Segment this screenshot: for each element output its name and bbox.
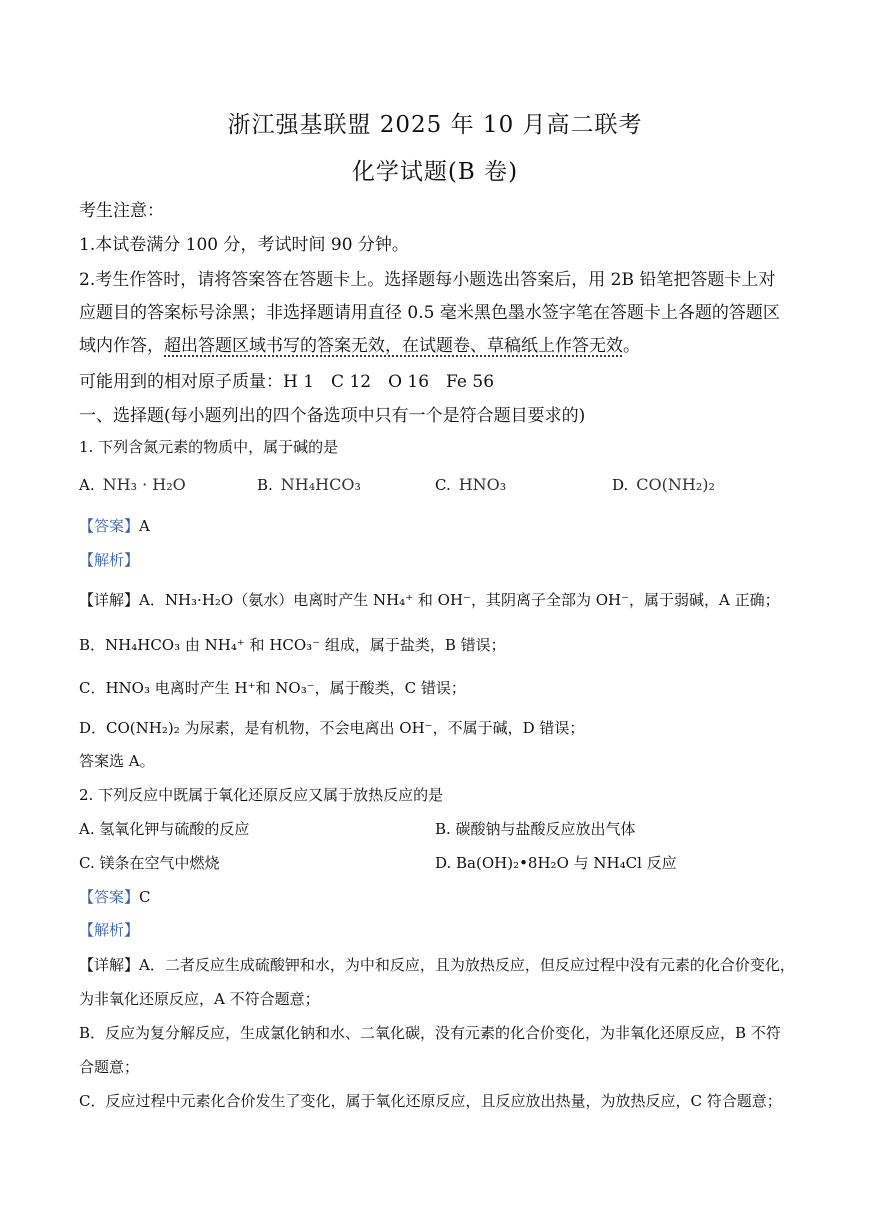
q1-option-c — [435, 475, 506, 494]
question-1-stem: 1. 下列含氮元素的物质中，属于碱的是 — [79, 438, 339, 456]
q2-option-c: C. 镁条在空气中燃烧 — [79, 854, 220, 872]
q1-option-a — [79, 475, 186, 494]
q1-detail-1: 【详解】A．NH₃·H₂O（氨水）电离时产生 NH₄⁺ 和 OH⁻，其阴离子全部为 OH⁻，属于弱碱，A 正确； — [79, 591, 780, 609]
answer-value: A — [139, 517, 150, 535]
q1-option-d — [612, 475, 715, 494]
q2-option-b: B. 碳酸钠与盐酸反应放出气体 — [435, 820, 636, 838]
q2-detail-3: C．反应过程中元素化合价发生了变化，属于氧化还原反应，且反应放出热量，为放热反应，C 符合题意； — [79, 1092, 782, 1110]
q2-analysis-tag: 【解析】 — [79, 921, 140, 939]
q1-option-b — [257, 475, 361, 494]
answer-value: C — [139, 888, 151, 906]
q1-detail-4: D．CO(NH₂)₂ 为尿素，是有机物，不会电离出 OH⁻，不属于碱，D 错误； — [79, 719, 585, 737]
emphasis-text: 超出答题区域书写的答案无效，在试题卷、草稿纸上作答无效 — [164, 336, 623, 356]
q2-answer — [79, 886, 800, 907]
answer-tag: 【答案】 — [79, 517, 140, 535]
q1-answer — [79, 515, 800, 536]
option-formula: NH₄HCO₃ — [280, 475, 361, 494]
q1-detail-3: C．HNO₃ 电离时产生 H⁺和 NO₃⁻，属于酸类，C 错误； — [79, 679, 466, 697]
notice-item-2-line-2: 应题目的答案标号涂黑；非选择题请用直径 0.5 毫米黑色墨水签字笔在答题卡上各题的答题区 — [79, 303, 780, 323]
option-label: C. — [435, 476, 451, 494]
option-formula: NH₃ · H₂O — [102, 475, 186, 494]
option-label: D. — [612, 476, 629, 494]
q2-detail-1a: 【详解】A．二者反应生成硫酸钾和水，为中和反应，且为放热反应，但反应过程中没有元素的化合价变化， — [79, 956, 795, 974]
option-label: B. — [257, 476, 273, 494]
notice-text-end: 。 — [623, 336, 640, 356]
q2-detail-2a: B．反应为复分解反应，生成氯化钠和水、二氧化碳，没有元素的化合价变化，为非氧化还原反应，B 不符 — [79, 1024, 781, 1042]
notice-heading: 考生注意： — [79, 201, 164, 221]
q2-detail-2b: 合题意； — [79, 1058, 140, 1076]
q2-option-d: D. Ba(OH)₂•8H₂O 与 NH₄Cl 反应 — [435, 854, 677, 872]
question-2-stem: 2. 下列反应中既属于氧化还原反应又属于放热反应的是 — [79, 786, 444, 804]
option-label: A. — [79, 476, 95, 494]
atomic-masses: 可能用到的相对原子质量：H 1 C 12 O 16 Fe 56 — [79, 372, 495, 392]
q2-detail-1b: 为非氧化还原反应，A 不符合题意； — [79, 990, 320, 1008]
q1-detail-2: B．NH₄HCO₃ 由 NH₄⁺ 和 HCO₃⁻ 组成，属于盐类，B 错误； — [79, 636, 506, 654]
notice-item-2-line-1: 2.考生作答时，请将答案答在答题卡上。选择题每小题选出答案后，用 2B 铅笔把答题卡上对 — [79, 270, 776, 290]
section-heading: 一、选择题(每小题列出的四个备选项中只有一个是符合题目要求的) — [79, 406, 586, 426]
notice-item-2-line-3 — [79, 331, 800, 356]
option-formula: CO(NH₂)₂ — [636, 475, 715, 494]
answer-tag: 【答案】 — [79, 888, 140, 906]
exam-title: 浙江强基联盟 2025 年 10 月高二联考 — [227, 112, 643, 138]
exam-subtitle: 化学试题(B 卷) — [351, 159, 519, 185]
q2-option-a: A. 氢氧化钾与硫酸的反应 — [79, 820, 250, 838]
q1-conclusion: 答案选 A。 — [79, 752, 155, 770]
notice-text: 域内作答， — [79, 336, 164, 356]
notice-item-1: 1.本试卷满分 100 分，考试时间 90 分钟。 — [79, 235, 409, 255]
option-formula: HNO₃ — [458, 475, 507, 494]
q1-analysis-tag: 【解析】 — [79, 551, 140, 569]
